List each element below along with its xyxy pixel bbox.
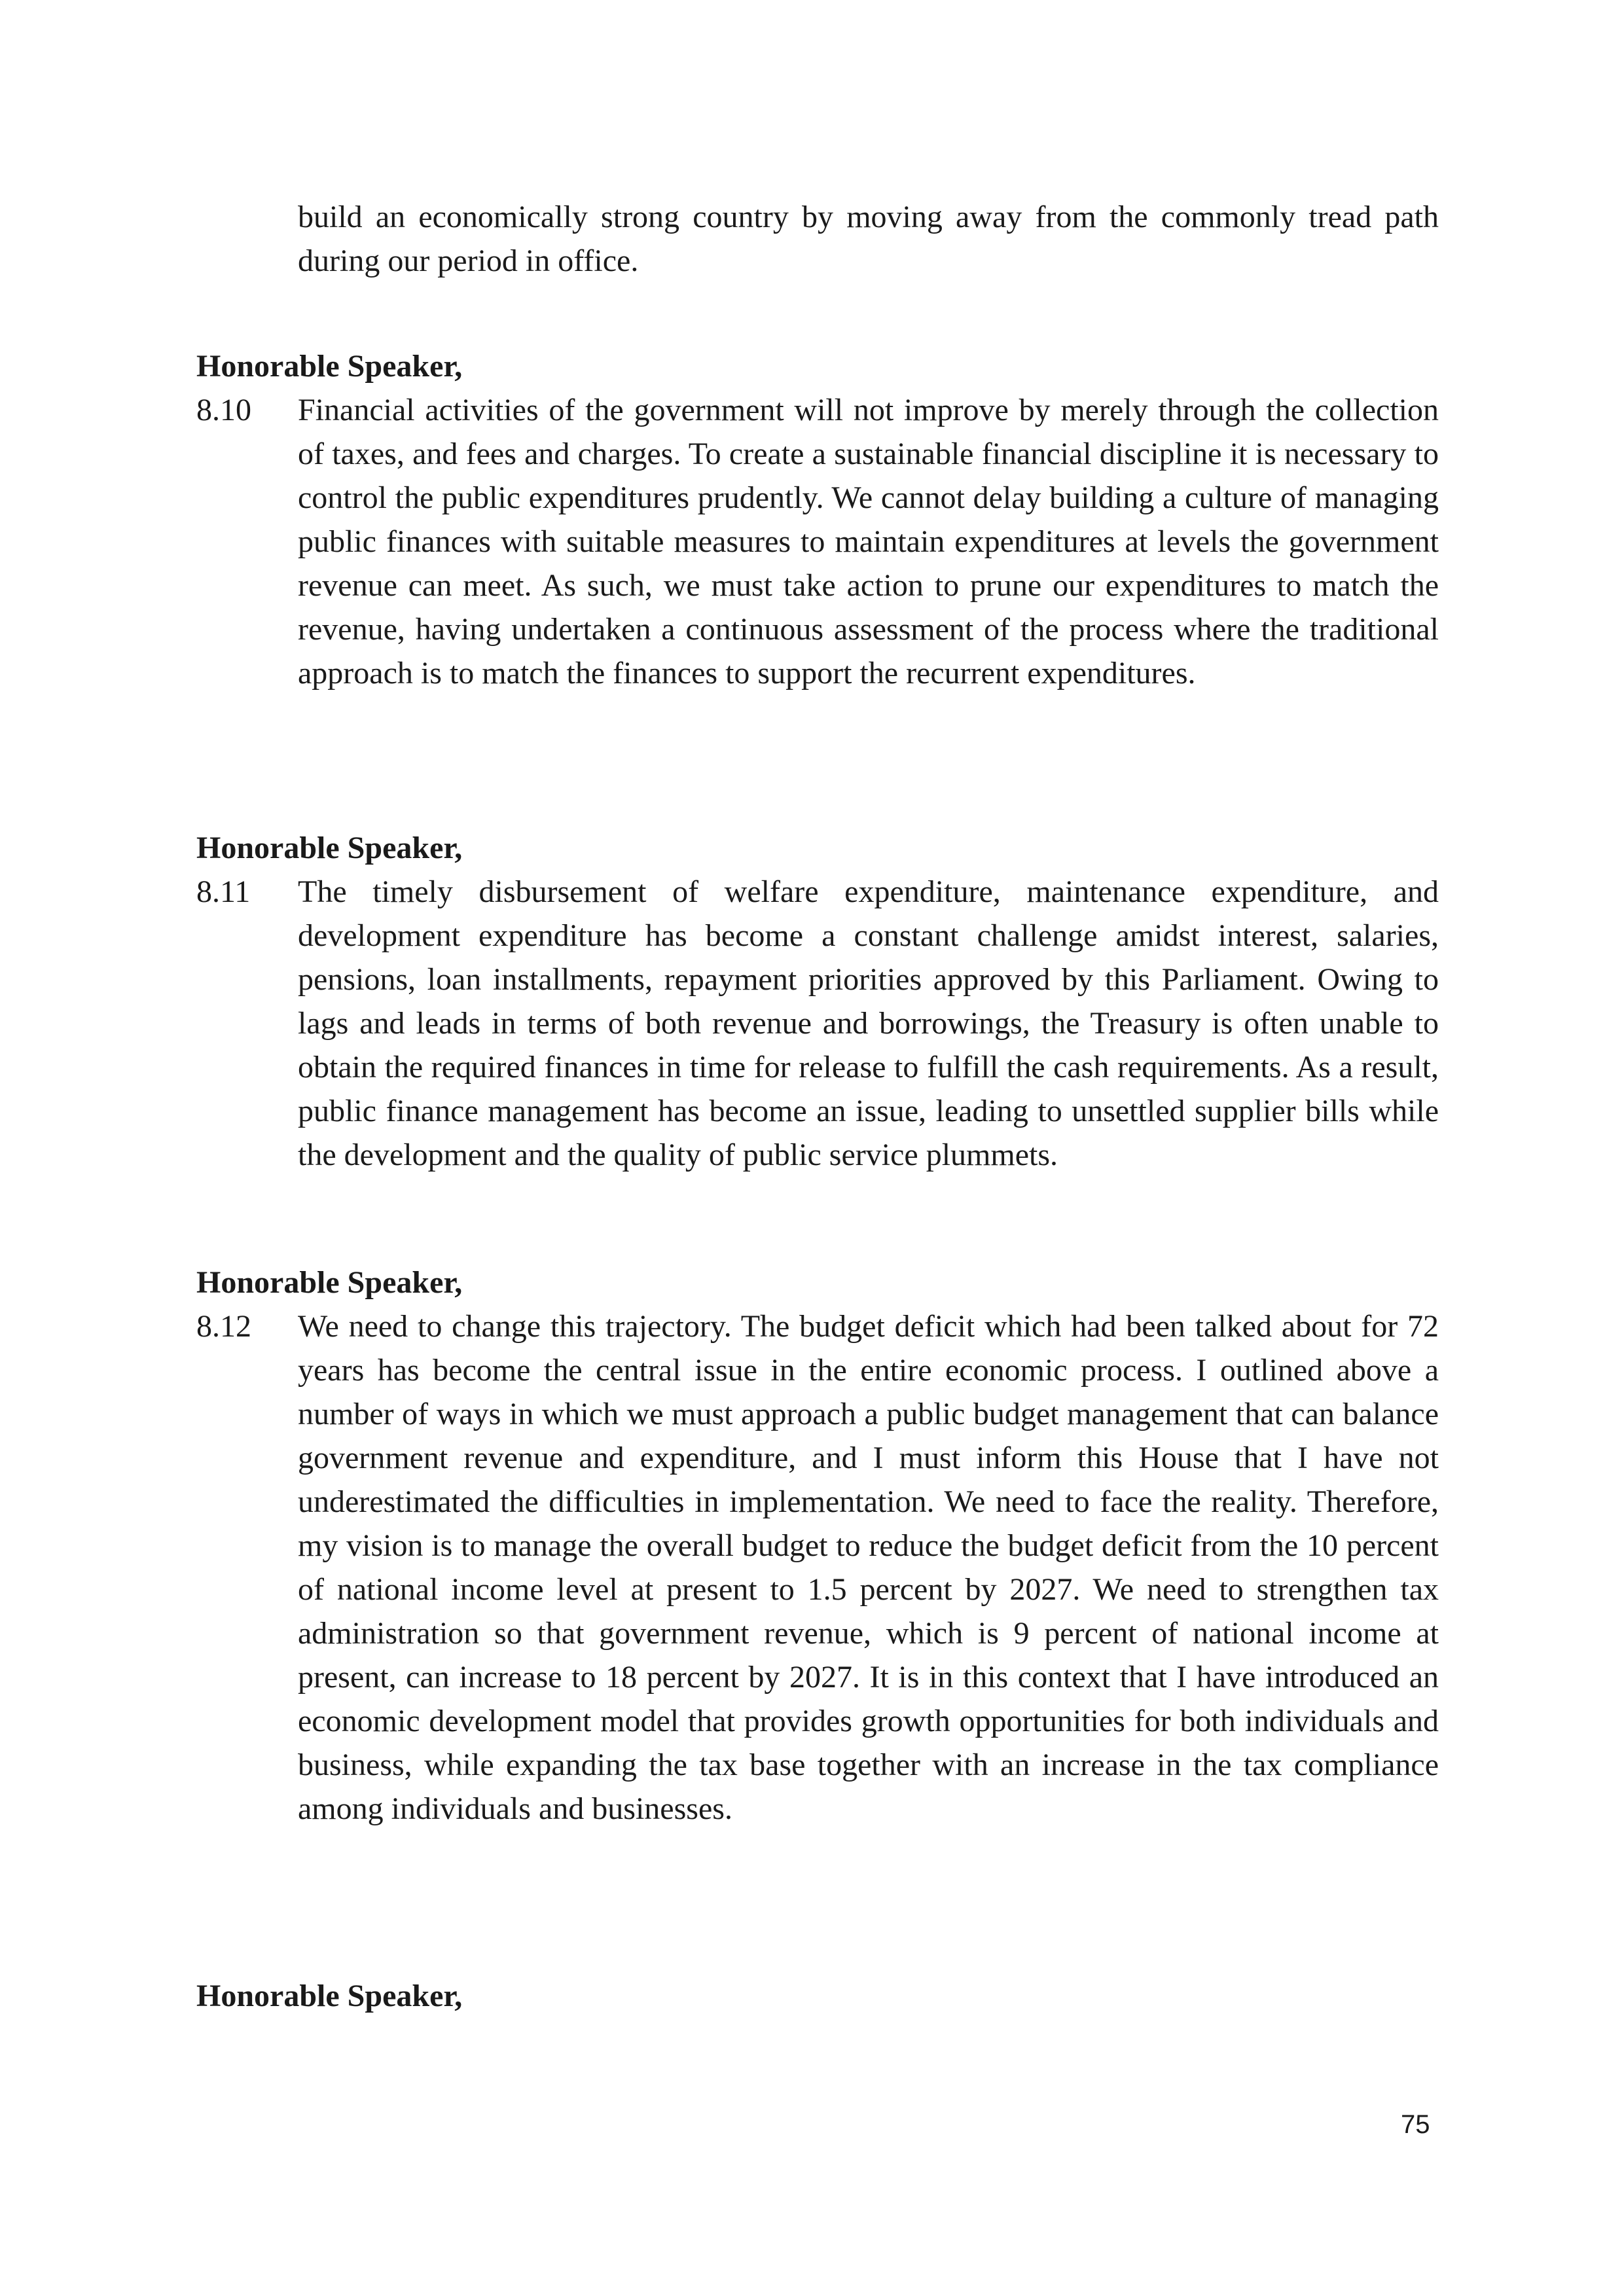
paragraph-number: 8.12 xyxy=(196,1309,251,1344)
section-heading: Honorable Speaker, xyxy=(196,831,463,865)
section-heading: Honorable Speaker, xyxy=(196,1979,463,2013)
paragraph-text: Financial activities of the government will not improve by merely through the collection of taxes, and fees and charges. To create a sustainable financial discipline it is necessary to control the public expenditures prudently. We cannot delay building a culture of managing public finances with suitable measures to maintain expenditures at levels the government revenue can meet. As such, we must take action to prune our expenditures to match the revenue, having undertaken a continuous assessment of the process where the traditional approach is to match the finances to support the recurrent expenditures. xyxy=(298,393,1439,691)
page-number: 75 xyxy=(1401,2110,1430,2139)
section-heading: Honorable Speaker, xyxy=(196,1265,463,1300)
paragraph-number: 8.10 xyxy=(196,393,251,427)
intro-continuation-paragraph: build an economically strong country by moving away from the commonly tread path during our period in office. xyxy=(298,200,1439,278)
paragraph-number: 8.11 xyxy=(196,874,251,909)
section-heading: Honorable Speaker, xyxy=(196,349,463,384)
paragraph-text: The timely disbursement of welfare expenditure, maintenance expenditure, and development expenditure has become a constant challenge amidst interest, salaries, pensions, loan installments, repayment priorities approved by this Parliament. Owing to lags and leads in terms of both revenue and borrowings, the Treasury is often unable to obtain the required finances in time for release to fulfill the cash requirements. As a result, public finance management has become an issue, leading to unsettled supplier bills while the development and the quality of public service plummets. xyxy=(298,874,1439,1172)
paragraph-text: We need to change this trajectory. The budget deficit which had been talked about for 72 years has become the central issue in the entire economic process. I outlined above a number of ways in which we must approach a public budget management that can balance government revenue and expenditure, and I must inform this House that I have not underestimated the difficulties in implementation. We need to face the reality. Therefore, my vision is to manage the overall budget to reduce the budget deficit from the 10 percent of national income level at present to 1.5 percent by 2027. We need to strengthen tax administration so that government revenue, which is 9 percent of national income at present, can increase to 18 percent by 2027. It is in this context that I have introduced an economic development model that provides growth opportunities for both individuals and business, while expanding the tax base together with an increase in the tax compliance among individuals and businesses. xyxy=(298,1309,1439,1826)
